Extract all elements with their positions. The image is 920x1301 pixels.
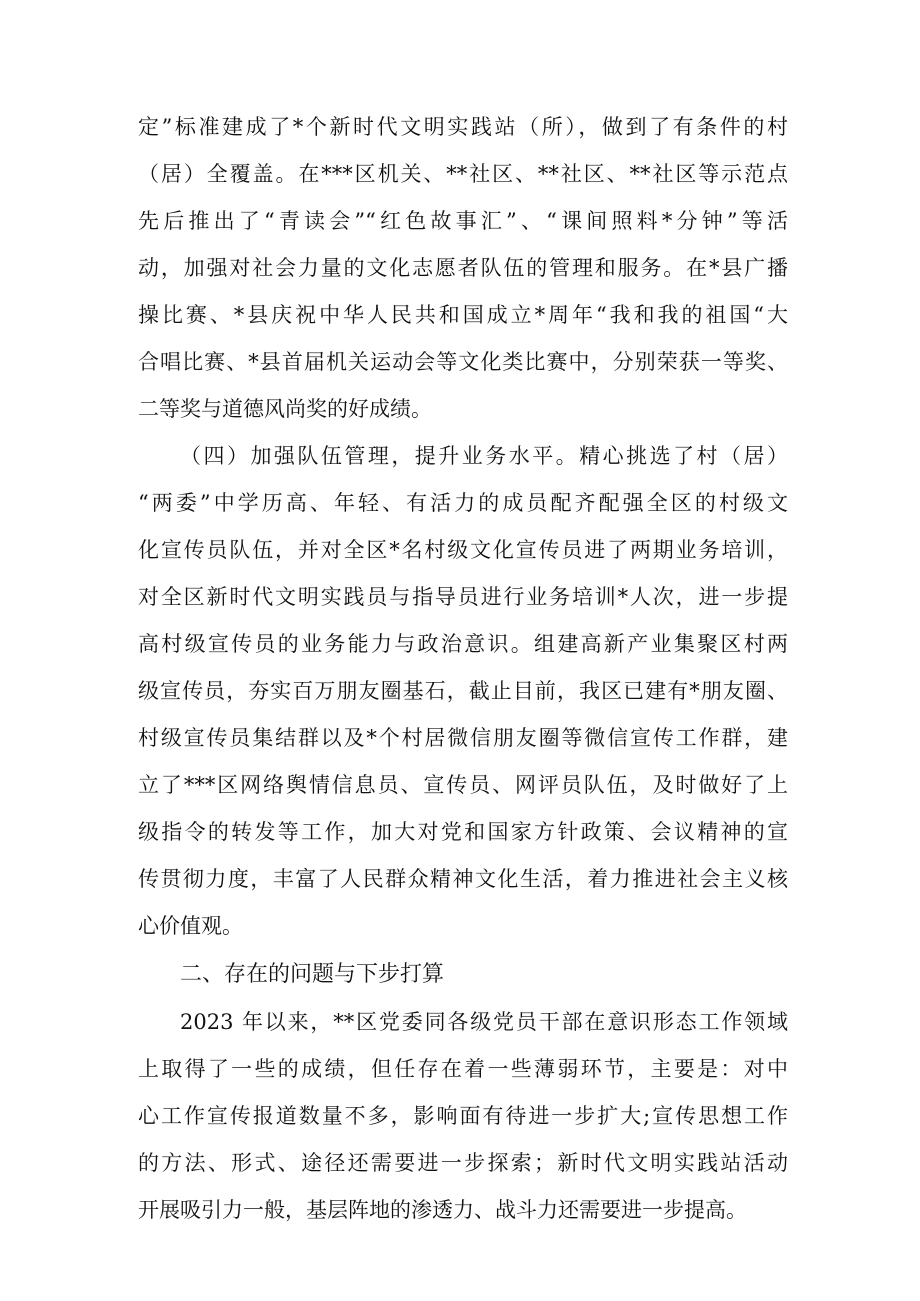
text-line: 定”标准建成了*个新时代文明实践站（所），做到了有条件的村 [138, 115, 788, 139]
text-line: 级指令的转发等工作，加大对党和国家方针政策、会议精神的宣 [138, 820, 788, 844]
paragraph-problems [138, 999, 788, 1234]
text-line: 开展吸引力一般，基层阵地的渗透力、战斗力还需要进一步提高。 [138, 1198, 747, 1222]
text-line: 化宣传员队伍，并对全区*名村级文化宣传员进了两期业务培训， [138, 538, 788, 562]
text-line: 上取得了一些的成绩，但任存在着一些薄弱环节，主要是：对中 [138, 1057, 788, 1081]
text-line: 立了***区网络舆情信息员、宣传员、网评员队伍，及时做好了上 [138, 773, 788, 797]
text-line: 心工作宣传报道数量不多，影响面有待进一步扩大;宣传思想工作 [138, 1104, 788, 1128]
text-line: 2023 年以来，**区党委同各级党员干部在意识形态工作领域 [180, 1010, 788, 1034]
text-line: 对全区新时代文明实践员与指导员进行业务培训*人次，进一步提 [138, 585, 788, 609]
text-line: 心价值观。 [138, 914, 243, 938]
text-line: “两委”中学历高、年轻、有活力的成员配齐配强全区的村级文 [138, 491, 788, 515]
text-line: 村级宣传员集结群以及*个村居微信朋友圈等微信宣传工作群，建 [138, 726, 788, 750]
text-line: 级宣传员，夯实百万朋友圈基石，截止目前，我区已建有*朋友圈、 [138, 679, 788, 703]
text-line: （居）全覆盖。在***区机关、**社区、**社区、**社区等示范点 [138, 162, 788, 186]
text-line: 操比赛、*县庆祝中华人民共和国成立*周年“我和我的祖国“大 [138, 303, 788, 327]
text-line: （四）加强队伍管理，提升业务水平。精心挑选了村（居） [180, 444, 788, 468]
document-body [138, 104, 788, 1234]
text-line: 先后推出了“青读会”“红色故事汇”、“课间照料*分钟”等活 [138, 209, 788, 233]
paragraph-team-management [138, 433, 788, 950]
paragraph-volunteer-activities [138, 104, 788, 433]
section-heading: 二、存在的问题与下步打算 [180, 962, 445, 987]
text-line: 动，加强对社会力量的文化志愿者队伍的管理和服务。在*县广播 [138, 256, 788, 280]
text-line: 合唱比赛、*县首届机关运动会等文化类比赛中，分别荣获一等奖、 [138, 350, 788, 374]
text-line: 高村级宣传员的业务能力与政治意识。组建高新产业集聚区村两 [138, 632, 788, 656]
text-line: 二等奖与道德风尚奖的好成绩。 [138, 397, 432, 421]
text-line: 的方法、形式、途径还需要进一步探索；新时代文明实践站活动 [138, 1151, 788, 1175]
text-line: 传贯彻力度，丰富了人民群众精神文化生活，着力推进社会主义核 [138, 867, 788, 891]
